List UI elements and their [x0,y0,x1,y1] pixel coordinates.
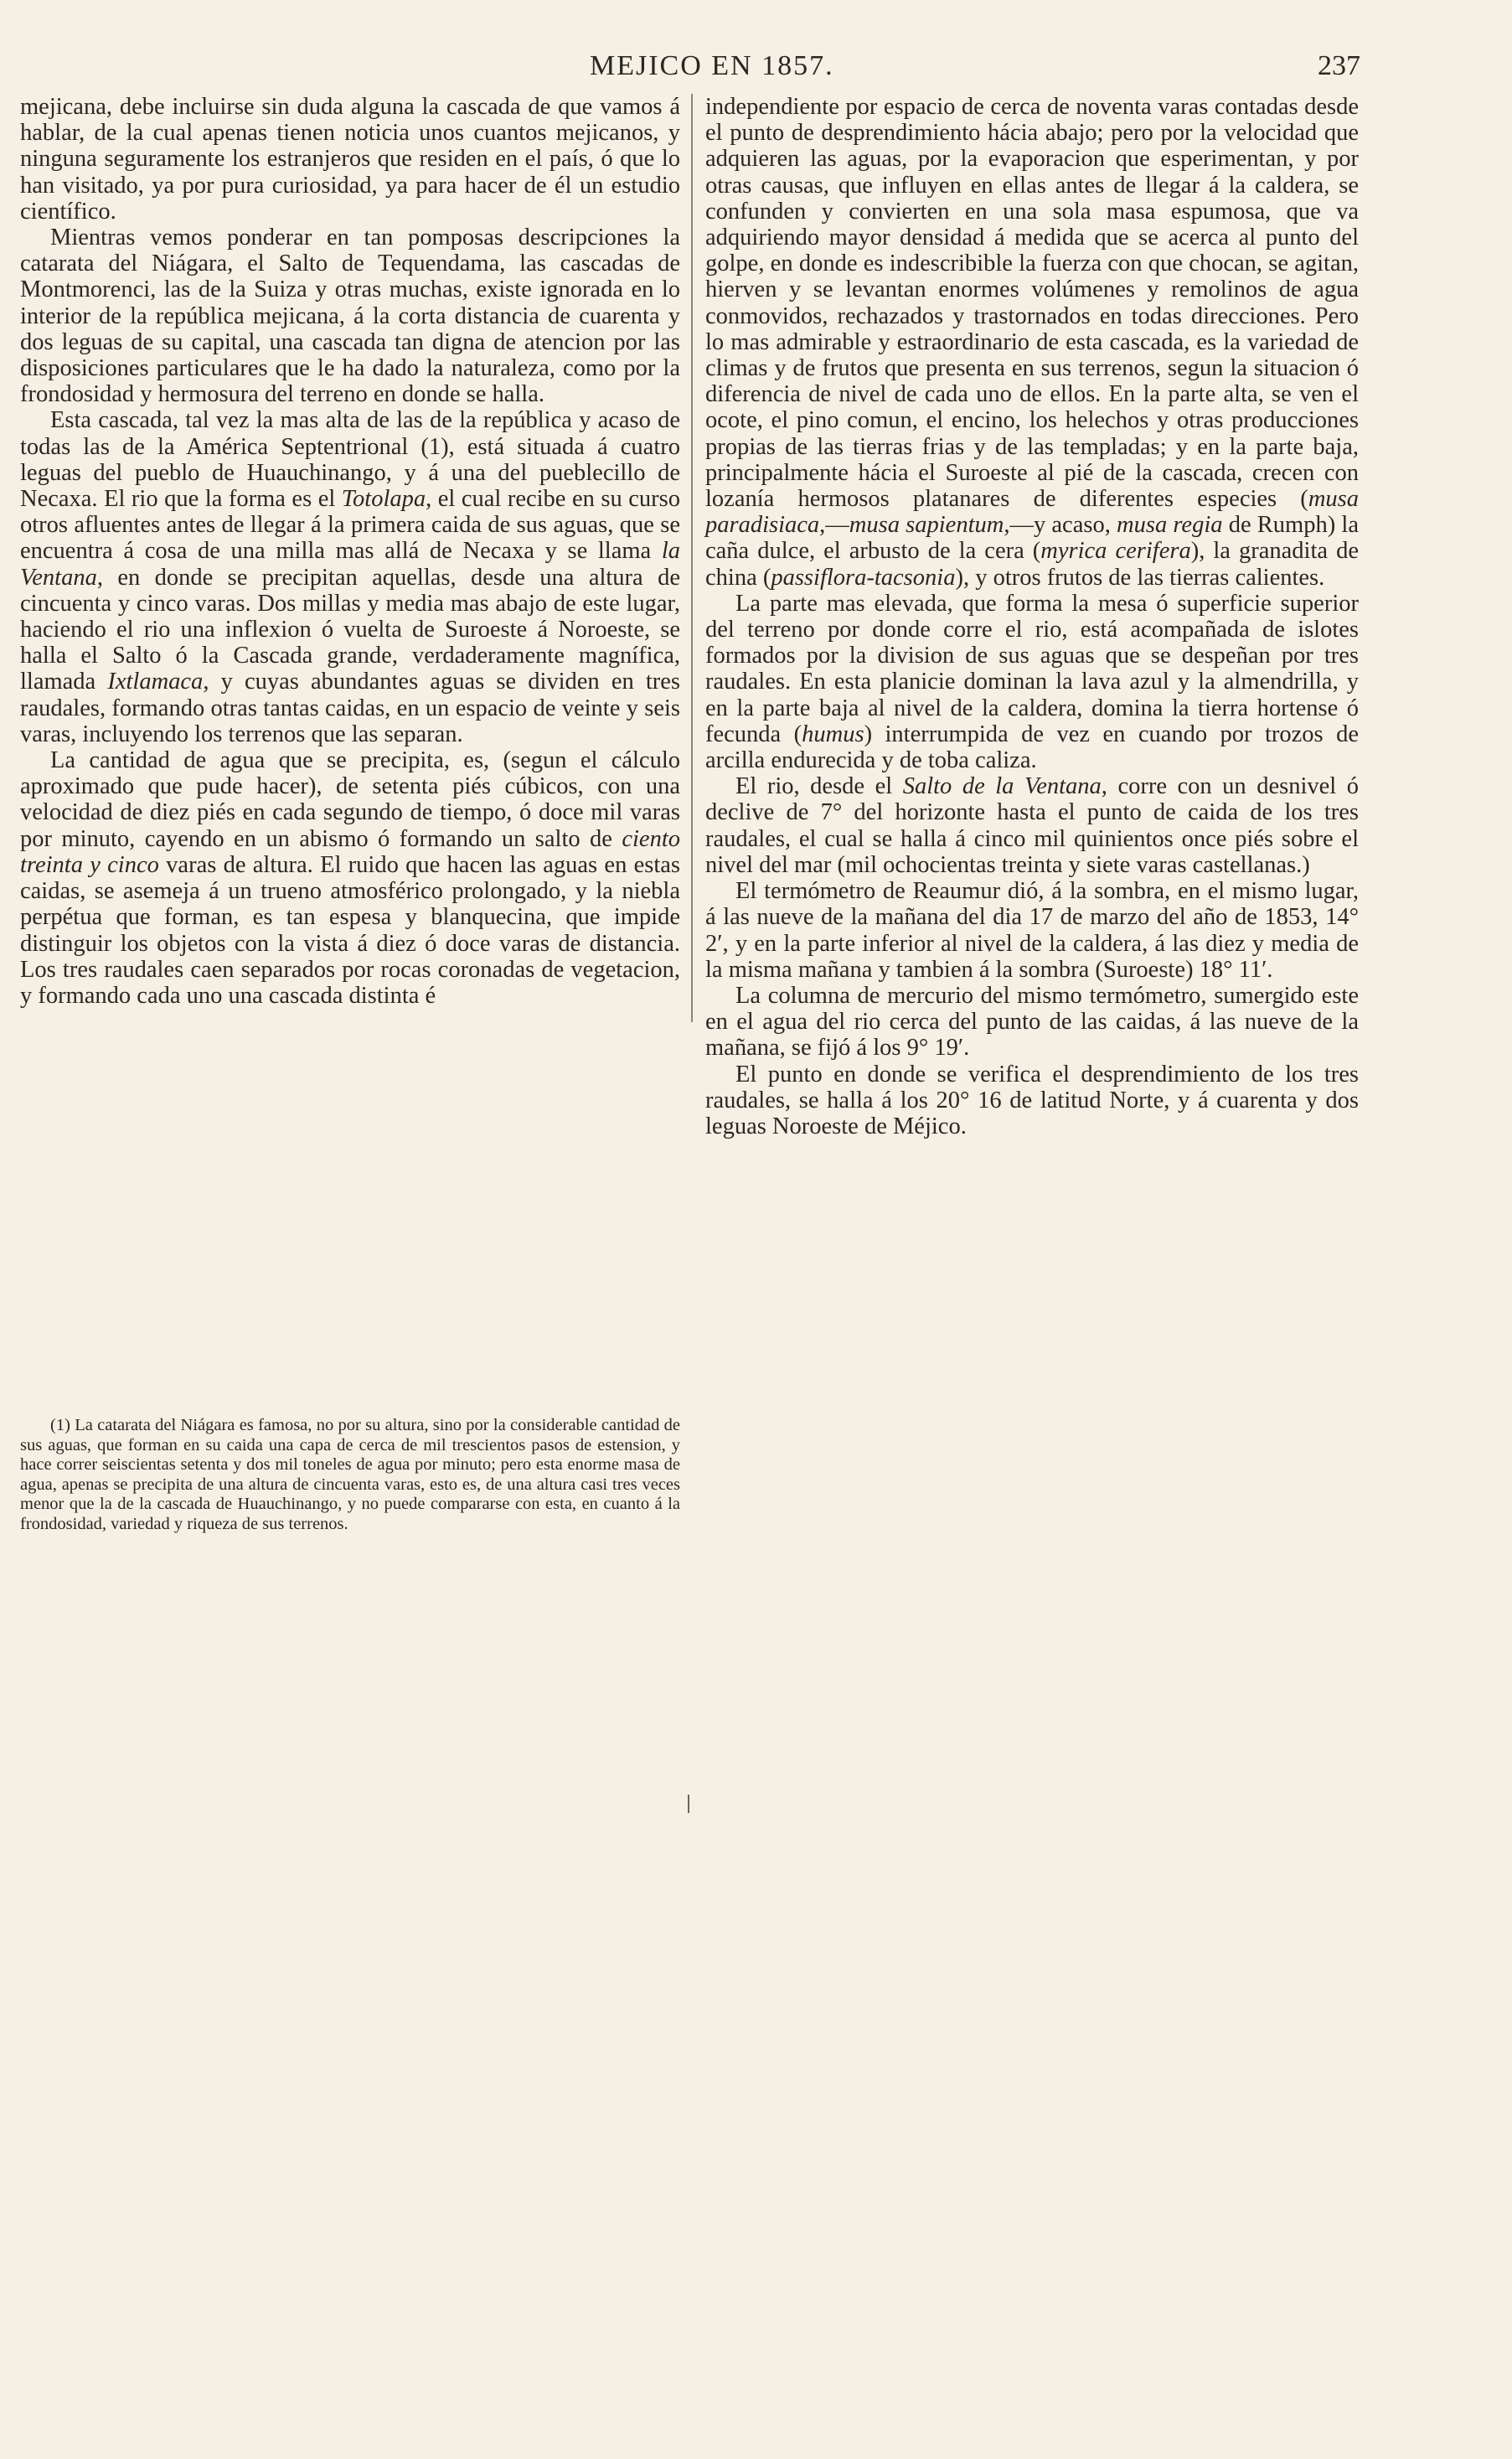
right-paragraph-4: El termómetro de Reaumur dió, á la sombra, en el mismo lugar, á las nueve de la mañana del dia 17 de marzo del año de 1853, 14° 2′, y en la parte inferior al nivel de la caldera, á las diez y media de la misma mañana y tambien á la sombra (Suroeste) 18° 11′. [705,878,1359,983]
print-mark [688,1795,689,1813]
text-run: , en donde se precipitan aquellas, desde una altura de cincuenta y cinco varas. Dos millas y media mas abajo de este lugar, haciendo el rio una inflexion ó vuelta de Suroeste á Noroeste, se halla el Salto ó la Cascada grande, verdaderamente magnífica, llamada [20,564,680,695]
right-paragraph-1 [705,94,1359,591]
text-run: ,— [819,512,849,539]
text-run: , el cual recibe en su curso otros afluentes antes de llegar á la primera caida de sus aguas, que se encuentra á cosa de una milla mas allá de Necaxa y se llama [20,486,680,565]
left-paragraph-3 [20,407,680,747]
italic-species: myrica cerifera [1040,538,1191,565]
text-run: varas de altura. El ruido que hacen las aguas en estas caidas, se asemeja á un trueno atmosférico prolongado, y la niebla perpétua que forman, es tan espesa y blanquecina, que impide distinguir los objetos con la vista á diez ó doce varas de distancia. Los tres raudales caen separados por rocas coronadas de vegetacion, y formando cada uno una cascada distinta é [20,851,681,1009]
text-run: independiente por espacio de cerca de noventa varas contadas desde el punto de desprendimiento hácia abajo; pero por la velocidad que adquieren las aguas, por la evaporacion que esperimentan, y por otras causas, que influyen en ellas antes de llegar á la caldera, se confunden y convierten en una sola masa espumosa, que va adquiriendo mayor densidad á medida que se acerca al punto del golpe, en donde es indescribible la fuerza con que chocan, se agitan, hierven y se levantan enormes volúmenes y remolinos de agua conmovidos, rechazados y trastornados en todas direcciones. Pero lo mas admirable y estraordinario de esta cascada, es la variedad de climas y de frutos que presenta en sus terrenos, segun la situacion ó diferencia de nivel de cada uno de ellos. En la parte alta, se ven el ocote, el pino comun, el encino, los helechos y otras producciones propias de las tierras frias y de las templadas; y en la parte baja, principalmente hácia el Suroeste al pié de la cascada, crecen con lozanía hermosos platanares de diferentes especies ( [705,94,1359,513]
italic-cascade-name: Ixtlamaca [107,669,204,695]
text-run: ) interrumpida de vez en cuando por trozos de arcilla endurecida y de toba caliza. [705,721,1359,774]
italic-falls-name: la Ventana [20,538,680,591]
column-divider [691,94,693,1022]
right-paragraph-2 [705,591,1359,773]
text-run: ), la granadita de china ( [705,538,1359,591]
text-run: , corre con un desnivel ó declive de 7° del horizonte hasta el punto de caida de los tres raudales, el cual se halla á cinco mil quinientos once piés sobre el nivel del mar (mil ochocientas treinta y siete varas castellanas.) [705,773,1359,878]
text-run: La parte mas elevada, que forma la mesa ó superficie superior del terreno por donde corre el rio, está acompañada de islotes formados por la division de sus aguas que se despeñan por tres raudales. En esta planicie dominan la lava azul y la almendrilla, y en la parte baja al nivel de la caldera, domina la tierra hortense ó fecunda ( [705,590,1359,747]
text-run: Esta cascada, tal vez la mas alta de las de la república y acaso de todas las de la América Septentrional (1), está situada á cuatro leguas del pueblo de Huauchinango, y á una del pueblecillo de Necaxa. El rio que la forma es el [20,407,680,513]
italic-height: ciento treinta y cinco [20,825,680,878]
italic-soil-term: humus [802,721,864,747]
page-header [20,50,1360,87]
italic-species: musa paradisiaca [705,486,1359,539]
page-number: 237 [1318,50,1360,81]
text-run: La cantidad de agua que se precipita, es, (segun el cálculo aproximado que pude hacer), de setenta piés cúbicos, con una velocidad de diez piés en cada segundo de tiempo, ó doce mil varas por minuto, cayendo en un abismo ó formando un salto de [20,747,680,852]
text-run: ,—y acaso, [1004,512,1117,539]
right-paragraph-3 [705,773,1359,878]
italic-species: passiflora-tacsonia [771,564,956,591]
italic-river-name: Totolapa [341,486,426,513]
footnote [20,1416,680,1535]
right-column [705,94,1359,1139]
italic-species: musa regia [1117,512,1223,539]
text-run: El rio, desde el [735,773,903,800]
italic-species: musa sapientum [849,512,1004,539]
text-run: de Rumph) la caña dulce, el arbusto de la cera ( [705,512,1359,565]
text-run: , y cuyas abundantes aguas se dividen en tres raudales, formando otras tantas caidas, en un espacio de veinte y seis varas, incluyendo los terrenos que las separan. [20,669,680,747]
footnote-text: (1) La catarata del Niágara es famosa, no por su altura, sino por la considerable cantidad de sus aguas, que forman en su caida una capa de cerca de mil trescientos pasos de estension, y hace correr seiscientas setenta y dos mil toneles de agua por minuto; pero esta enorme masa de agua, apenas se precipita de una altura de cincuenta varas, esto es, de una altura casi tres veces menor que la de la cascada de Huauchinango, y no puede compararse con esta, en cuanto á la frondosidad, variedad y riqueza de sus terrenos. [20,1416,680,1533]
italic-falls-name: Salto de la Ventana [902,773,1102,800]
left-column [20,94,680,1009]
text-run: ), y otros frutos de las tierras calientes. [955,564,1325,591]
left-paragraph-1: mejicana, debe incluirse sin duda alguna la cascada de que vamos á hablar, de la cual apenas tienen noticia unos cuantos mejicanos, y ninguna seguramente los estranjeros que residen en el país, ó que lo han visitado, ya por pura curiosidad, ya para hacer de él un estudio científico. [20,94,680,225]
left-paragraph-4 [20,747,680,1009]
right-paragraph-6: El punto en donde se verifica el desprendimiento de los tres raudales, se halla á los 20° 16 de latitud Norte, y á cuarenta y dos leguas Noroeste de Méjico. [705,1061,1359,1139]
running-title: MEJICO EN 1857. [590,50,834,81]
right-paragraph-5: La columna de mercurio del mismo termómetro, sumergido este en el agua del rio cerca del punto de las caidas, á las nueve de la mañana, se fijó á los 9° 19′. [705,982,1359,1062]
left-paragraph-2: Mientras vemos ponderar en tan pomposas descripciones la catarata del Niágara, el Salto de Tequendama, las cascadas de Montmorenci, las de la Suiza y otras muchas, existe ignorada en lo interior de la república mejicana, á la corta distancia de cuarenta y dos leguas de su capital, una cascada tan digna de atencion por las disposiciones particulares que le ha dado la naturaleza, como por la frondosidad y hermosura del terreno en donde se halla. [20,225,680,408]
